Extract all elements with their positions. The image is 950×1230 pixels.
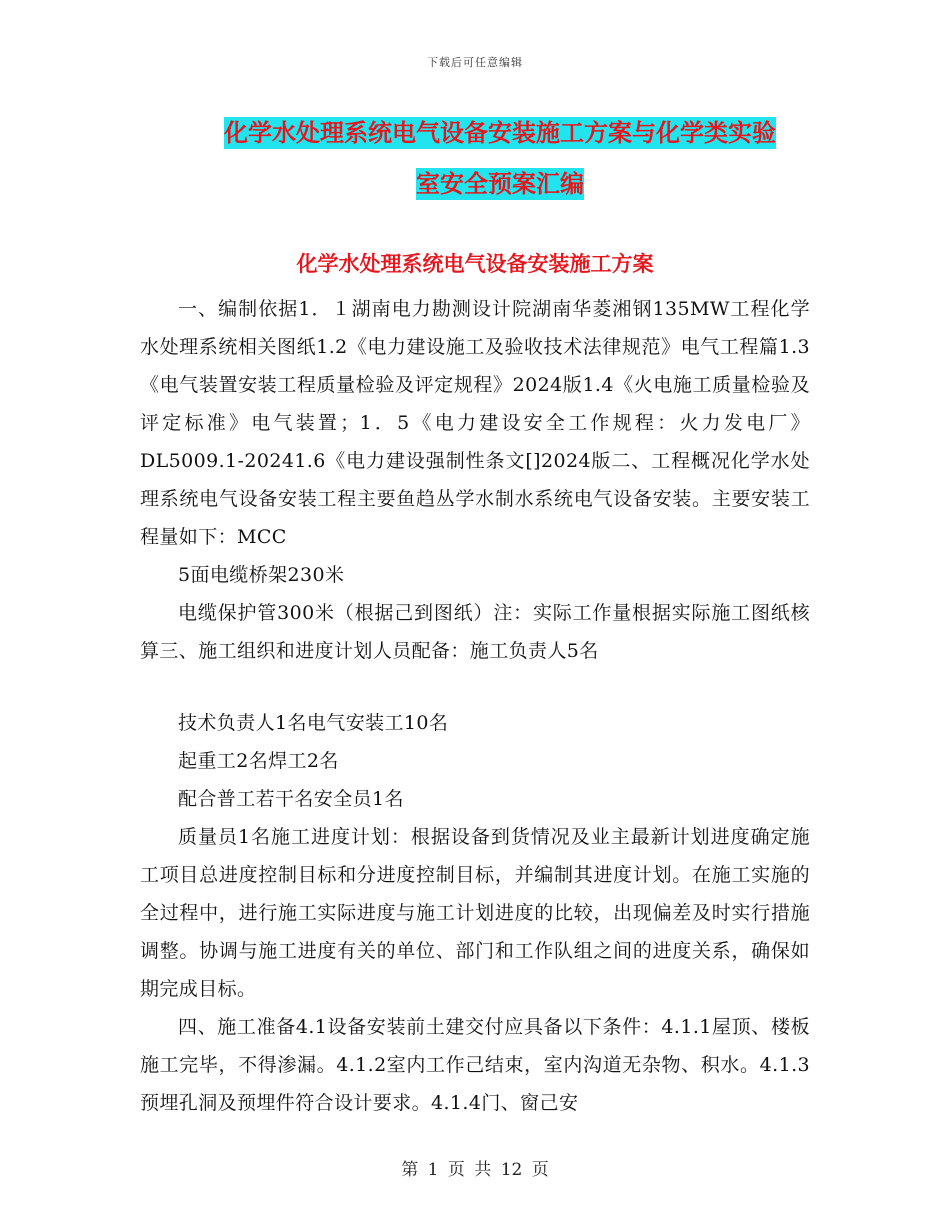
section-title: 化学水处理系统电气设备安装施工方案	[296, 252, 654, 276]
document-body	[140, 290, 810, 1122]
paragraph-crane-welder: 起重工2名焊工2名	[178, 750, 339, 772]
document-title	[180, 108, 820, 210]
paragraph-cable-tray: 5面电缆桥架230米	[178, 564, 345, 586]
paragraph-general-workers: 配合普工若干名安全员1名	[178, 788, 404, 810]
paragraph-schedule: 质量员1名施工进度计划：根据设备到货情况及业主最新计划进度确定施工项目总进度控制目标和分进度控制目标，并编制其进度计划。在施工实施的全过程中，进行施工实际进度与施工计划进度的比较，出现偏差及时实行措施调整。协调与施工进度有关的单位、部门和工作队组之间的进度关系，确保如期完成目标。	[140, 826, 810, 1000]
paragraph-preparation: 四、施工准备4.1设备安装前土建交付应具备以下条件：4.1.1屋顶、楼板施工完毕，不得渗漏。4.1.2室内工作己结束，室内沟道无杂物、积水。4.1.3预埋孔洞及预埋件符合设计要求。4.1.4门、窗己安	[140, 1016, 810, 1114]
page-number-footer: 第 1 页 共 12 页	[401, 1160, 549, 1180]
paragraph-basis-and-overview: 一、编制依据1．１湖南电力勘测设计院湖南华菱湘钢135MW工程化学水处理系统相关图纸1.2《电力建设施工及验收技术法律规范》电气工程篇1.3《电气装置安装工程质量检验及评定规程》2024版1.4《火电施工质量检验及评定标准》电气装置；1．5《电力建设安全工作规程：火力发电厂》DL5009.1-20241.6《电力建设强制性条文[]2024版二、工程概况化学水处理系统电气设备安装工程主要鱼趋丛学水制水系统电气设备安装。主要安装工程量如下：MCC	[140, 298, 810, 548]
paragraph-cable-conduit: 电缆保护管300米（根据己到图纸）注：实际工作量根据实际施工图纸核算三、施工组织和进度计划人员配备：施工负责人5名	[140, 602, 810, 662]
document-title-line-1: 化学水处理系统电气设备安装施工方案与化学类实验	[224, 119, 776, 147]
document-title-line-2: 室安全预案汇编	[416, 170, 584, 198]
paragraph-technical-staff: 技术负责人1名电气安装工10名	[178, 712, 449, 734]
page-header-note: 下载后可任意编辑	[427, 56, 523, 69]
